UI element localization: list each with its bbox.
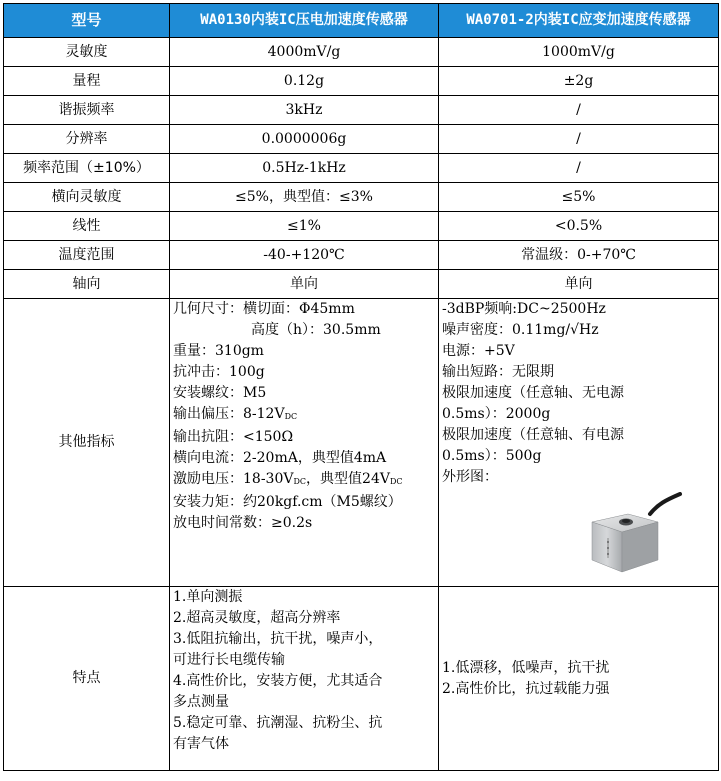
header-model-b: WA0701-2内装IC应变加速度传感器 (439, 4, 719, 38)
feature-item: 多点测量 (173, 694, 229, 710)
row-label: 温度范围 (4, 241, 170, 270)
row-label: 灵敏度 (4, 38, 170, 67)
other-specs-b (439, 299, 719, 587)
value-a: -40-+120℃ (170, 241, 439, 270)
spec-height: 高度（h）：30.5mm (251, 322, 381, 338)
row-label: 轴向 (4, 270, 170, 299)
header-model-a: WA0130内装IC压电加速度传感器 (170, 4, 439, 38)
spec-current: 横向电流：2-20mA，典型值4mA (173, 450, 387, 466)
row-temperature (4, 241, 719, 270)
value-b: / (439, 154, 719, 183)
spec-short-circuit: 输出短路：无限期 (442, 364, 554, 380)
row-resonance (4, 96, 719, 125)
row-features (4, 587, 719, 771)
spec-discharge: 放电时间常数：≥0.2s (173, 515, 313, 531)
value-b: ±2g (439, 67, 719, 96)
value-a: ≤5%，典型值：≤3% (170, 183, 439, 212)
value-a: 3kHz (170, 96, 439, 125)
row-resolution (4, 125, 719, 154)
spec-noise: 噪声密度：0.11mg/√Hz (442, 322, 599, 338)
value-b: 常温级：0-+70℃ (439, 241, 719, 270)
feature-item: 2.超高灵敏度，超高分辨率 (173, 610, 341, 626)
spec-limit-unpowered: 极限加速度（任意轴、无电源 (442, 385, 624, 401)
row-label: 横向灵敏度 (4, 183, 170, 212)
value-b: 1000mV/g (439, 38, 719, 67)
feature-item: 1.单向测振 (173, 589, 243, 605)
header-type: 型号 (4, 4, 170, 38)
spec-weight: 重量：310gm (173, 343, 264, 359)
value-b: <0.5% (439, 212, 719, 241)
value-a: 0.5Hz-1kHz (170, 154, 439, 183)
other-specs-a (170, 299, 439, 587)
header-row (4, 4, 719, 38)
row-label: 特点 (4, 587, 170, 771)
spec-freq-response: -3dBP频响:DC~2500Hz (442, 301, 606, 317)
features-a (170, 587, 439, 771)
spec-torque: 安装力矩：约20kgf.cm（M5螺纹） (173, 494, 402, 510)
spec-output-bias: 输出偏压：$8-12V_{DC}$ (173, 406, 298, 422)
value-a: ≤1% (170, 212, 439, 241)
spec-thread: 安装螺纹：M5 (173, 385, 267, 401)
row-label: 量程 (4, 67, 170, 96)
value-b: / (439, 96, 719, 125)
spec-power: 电源：+5V (442, 343, 515, 359)
spec-limit-unpowered-value: 0.5ms）：2000g (442, 406, 551, 422)
value-b: ≤5% (439, 183, 719, 212)
row-label: 谐振频率 (4, 96, 170, 125)
feature-item: 4.高性价比，安装方便，尤其适合 (173, 673, 383, 689)
row-label: 其他指标 (4, 299, 170, 587)
spec-size: 几何尺寸：横切面：Φ45mm (173, 301, 355, 317)
row-transverse-sensitivity (4, 183, 719, 212)
spec-impedance: 输出抗阻：<150Ω (173, 429, 294, 445)
value-a: 4000mV/g (170, 38, 439, 67)
spec-table (3, 3, 719, 771)
spec-shock: 抗冲击：100g (173, 364, 265, 380)
row-label: 频率范围（±10%） (4, 154, 170, 183)
row-label: 分辨率 (4, 125, 170, 154)
feature-item: 有害气体 (173, 736, 229, 752)
row-label: 线性 (4, 212, 170, 241)
feature-item: 2.高性价比，抗过载能力强 (442, 680, 610, 697)
row-other-specs (4, 299, 719, 587)
row-range (4, 67, 719, 96)
feature-item: 可进行长电缆传输 (173, 652, 285, 668)
spec-limit-powered: 极限加速度（任意轴、有电源 (442, 427, 624, 443)
features-b (439, 587, 719, 771)
feature-item: 3.低阻抗输出，抗干扰，噪声小， (173, 631, 383, 647)
row-axis (4, 270, 719, 299)
sensor-image (588, 492, 684, 574)
spec-shape: 外形图： (442, 469, 498, 485)
value-a: 单向 (170, 270, 439, 299)
value-a: 0.0000006g (170, 125, 439, 154)
feature-item: 5.稳定可靠、抗潮湿、抗粉尘、抗 (173, 715, 383, 731)
value-b: / (439, 125, 719, 154)
value-a: 0.12g (170, 67, 439, 96)
row-frequency-range (4, 154, 719, 183)
row-sensitivity (4, 38, 719, 67)
feature-item: 1.低漂移，低噪声，抗干扰 (442, 659, 610, 676)
row-linearity (4, 212, 719, 241)
value-b: 单向 (439, 270, 719, 299)
spec-excitation: 激励电压：$18-30V_{DC}$，典型值$24V_{DC}$ (173, 471, 403, 487)
spec-limit-powered-value: 0.5ms）：500g (442, 448, 542, 464)
